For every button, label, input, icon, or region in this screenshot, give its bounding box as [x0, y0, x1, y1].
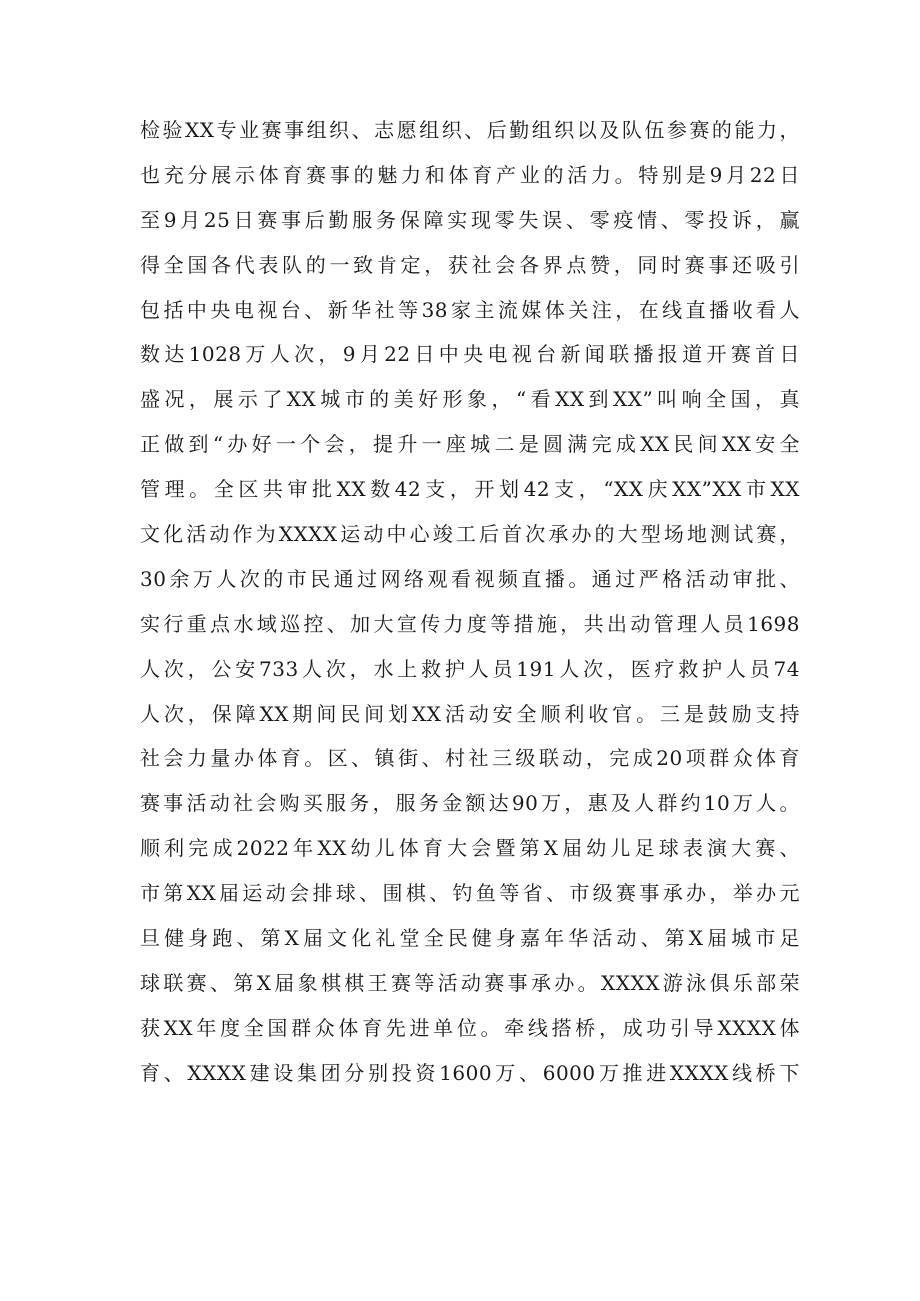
text-line-13: 人次，公安733人次，水上救护人员191人次，医疗救护人员74 [140, 656, 800, 681]
text-line-3: 至9月25日赛事后勤服务保障实现零失误、零疫情、零投诉，赢 [140, 207, 800, 232]
text-line-12: 实行重点水域巡控、加大宣传力度等措施，共出动管理人员1698 [140, 611, 800, 636]
text-line-20: 球联赛、第X届象棋棋王赛等活动赛事承办。XXXX游泳俱乐部荣 [140, 970, 800, 995]
text-line-6: 数达1028万人次，9月22日中央电视台新闻联播报道开赛首日 [140, 342, 800, 367]
text-line-11: 30余万人次的市民通过网络观看视频直播。通过严格活动审批、 [140, 566, 800, 591]
text-line-5: 包括中央电视台、新华社等38家主流媒体关注，在线直播收看人 [140, 297, 800, 322]
text-line-19: 旦健身跑、第X届文化礼堂全民健身嘉年华活动、第X届城市足 [140, 926, 800, 951]
text-line-15: 社会力量办体育。区、镇街、村社三级联动，完成20项群众体育 [140, 746, 800, 771]
text-line-18: 市第XX届运动会排球、围棋、钓鱼等省、市级赛事承办，举办元 [140, 881, 800, 906]
text-line-22: 育、XXXX建设集团分别投资1600万、6000万推进XXXX线桥下 [140, 1060, 800, 1085]
text-line-17: 顺利完成2022年XX幼儿体育大会暨第X届幼儿足球表演大赛、 [140, 836, 800, 861]
text-line-14: 人次，保障XX期间民间划XX活动安全顺利收官。三是鼓励支持 [140, 701, 800, 726]
text-line-9: 管理。全区共审批XX数42支，开划42支，“XX庆XX”XX市XX [140, 477, 800, 502]
text-line-4: 得全国各代表队的一致肯定，获社会各界点赞，同时赛事还吸引 [140, 252, 800, 277]
body-paragraph [140, 108, 800, 1096]
text-line-10: 文化活动作为XXXX运动中心竣工后首次承办的大型场地测试赛， [140, 522, 800, 547]
text-line-1: 检验XX专业赛事组织、志愿组织、后勤组织以及队伍参赛的能力， [140, 118, 800, 142]
text-line-8: 正做到“办好一个会，提升一座城二是圆满完成XX民间XX安全 [140, 432, 800, 457]
text-line-7: 盛况，展示了XX城市的美好形象，“看XX到XX”叫响全国，真 [140, 387, 800, 412]
text-line-21: 获XX年度全国群众体育先进单位。牵线搭桥，成功引导XXXX体 [140, 1015, 800, 1040]
text-line-2: 也充分展示体育赛事的魅力和体育产业的活力。特别是9月22日 [140, 162, 800, 187]
text-line-16: 赛事活动社会购买服务，服务金额达90万，惠及人群约10万人。 [140, 791, 800, 816]
